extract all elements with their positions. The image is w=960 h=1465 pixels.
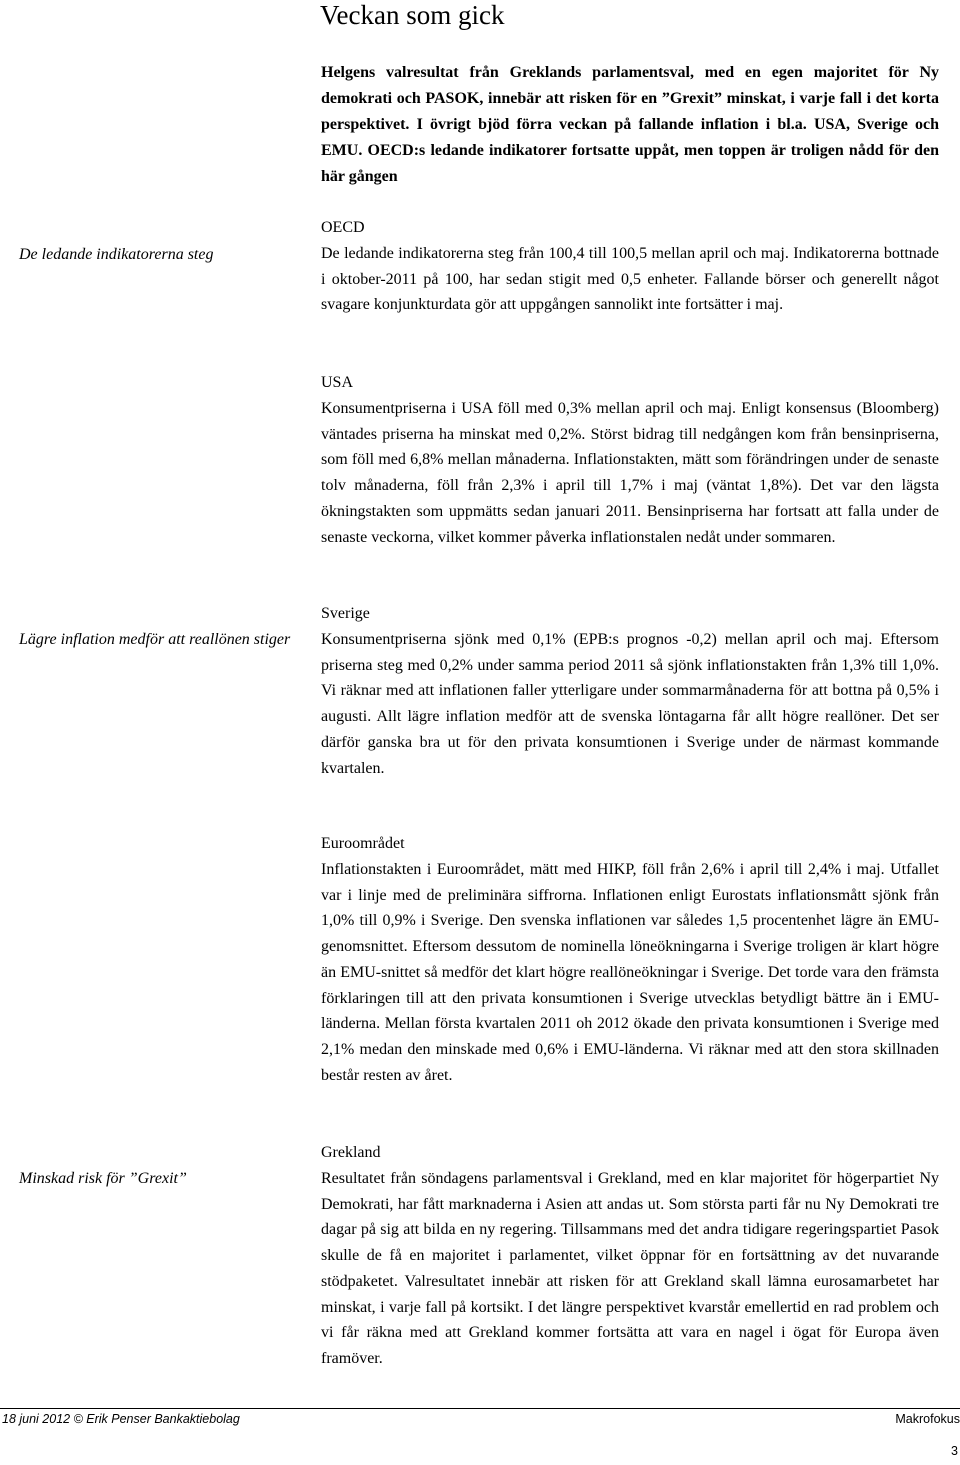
section-body: Konsumentpriserna sjönk med 0,1% (EPB:s prognos -0,2) mellan april och maj. Eftersom priserna steg med 0,2% under samma period 2011 så sjönk inflationstakten från 1,3% till 1,0%. Vi räknar med att inflationen faller ytterligare under sommarmånaderna för att bottna på 0,5% i augusti. Allt lägre inflation medför att de svenska löntagarna får allt högre reallöner. Det ser därför ganska bra ut för den privata konsumtionen i Sverige under de närmast kommande kvartalen. — [321, 630, 939, 777]
footer-date-publisher: 18 juni 2012 © Erik Penser Bankaktiebolag — [2, 1412, 240, 1426]
section-heading: USA — [321, 374, 354, 391]
page-footer — [0, 1408, 960, 1437]
section-body: Resultatet från söndagens parlamentsval i Grekland, med en klar majoritet för högerpartiet Ny Demokrati, har fått marknaderna i Asien att andas ut. Som största parti får nu Ny Demokrati tre dagar på sig att bilda en ny regering. Tillsammans med det andra tidigare regeringspartiet Pasok skulle de få en majoritet i parlamentet, vilket öppnar för en fortsättning av det nuvarande stödpaketet. Valresultatet innebär att risken för att Grekland skall lämna eurosamarbetet har minskat, i varje fall på kortsikt. I det längre perspektivet kvarstår emellertid en rad problem och vi får räkna med att Grekland kommer fortsätta att vara en nagel i ögat för Europa även framöver. — [321, 1169, 939, 1367]
page-title: Veckan som gick — [320, 0, 505, 30]
section-body: Inflationstakten i Euroområdet, mätt med HIKP, föll från 2,6% i april till 2,4% i maj. Utfallet var i linje med de preliminära siffrorna. Inflationen enligt Eurostats inflationsmått sjönk från 1,0% till 0,9% i Sverige. Den svenska inflationen var således 1,5 procentenhet lägre än EMU-genomsnittet. Eftersom dessutom de nominella löneökningarna i Sverige troligen är klart högre än EMU-snittet så medför det klart högre reallöneökningar i Sverige. Det torde vara den främsta förklaringen till att den privata konsumtionen i Sverige utvecklas betydligt bättre än i EMU-länderna. Mellan första kvartalen 2011 oh 2012 ökade den privata konsumtionen i Sverige med 2,1% medan den minskade med 0,6% i EMU-länderna. Vi räknar med att den stora skillnaden består resten av året. — [321, 860, 939, 1084]
page-number: 3 — [951, 1444, 958, 1458]
intro-summary: Helgens valresultat från Greklands parlamentsval, med en egen majoritet för Ny demokrati och PASOK, innebär att risken för en ”Grexit” minskat, i varje fall i det korta perspektivet. I övrigt bjöd förra veckan på fallande inflation i bl.a. USA, Sverige och EMU. OECD:s ledande indikatorer fortsatte uppåt, men toppen är troligen nådd för den här gången — [321, 64, 939, 185]
side-note-oecd: De ledande indikatorerna steg — [19, 246, 214, 263]
section-body: Konsumentpriserna i USA föll med 0,3% mellan april och maj. Enligt konsensus (Bloomberg) väntades priserna ha minskat med 0,2%. Störst bidrag till nedgången kom från bensinpriserna, som föll med 6,8% mellan månaderna. Inflationstakten, mätt som förändringen under de senaste tolv månaderna, föll från 2,3% i april till 1,7% i maj (väntat 1,8%). Det var den lägsta ökningstakten som uppmätts sedan januari 2011. Bensinpriserna har fortsatt att falla under de senaste veckorna, vilket kommer påverka inflationstalen nedåt under sommaren. — [321, 399, 939, 546]
section-heading: Sverige — [321, 605, 370, 622]
section-oecd — [321, 215, 939, 318]
section-grekland — [321, 1140, 939, 1372]
side-note-inflation: Lägre inflation medför att reallönen stiger — [19, 631, 291, 648]
side-note-grexit: Minskad risk för ”Grexit” — [19, 1170, 187, 1187]
section-heading: Grekland — [321, 1144, 381, 1161]
section-heading: OECD — [321, 219, 365, 236]
footer-publication-name: Makrofokus — [895, 1412, 960, 1426]
section-euroomradet — [321, 831, 939, 1089]
section-body: De ledande indikatorerna steg från 100,4 till 100,5 mellan april och maj. Indikatorerna bottnade i oktober-2011 på 100, har sedan stigit med 0,5 enheter. Fallande börser och generellt något svagare konjunkturdata gör att uppgången sannolikt inte fortsätter i maj. — [321, 244, 939, 314]
section-sverige — [321, 601, 939, 781]
section-heading: Euroområdet — [321, 835, 405, 852]
section-usa — [321, 370, 939, 550]
